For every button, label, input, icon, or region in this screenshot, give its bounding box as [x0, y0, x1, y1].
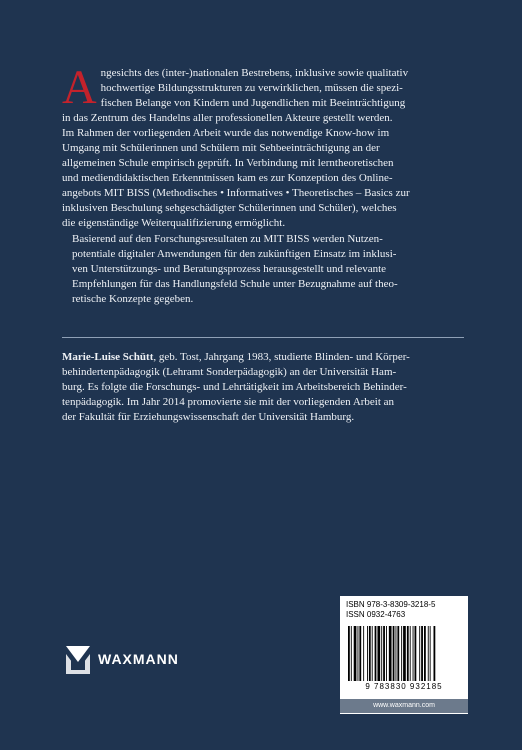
issn-number: ISSN 0932-4763	[346, 610, 406, 619]
publisher-url: www.waxmann.com	[340, 699, 468, 713]
blurb-line: Basierend auf den Forschungsresultaten zu MIT BISS werden Nutzen-	[72, 233, 383, 245]
barcode-block	[340, 596, 468, 714]
blurb-line: inklusiven Beschulung sehgeschädigter Schülerinnen und Schüler), welches	[62, 202, 397, 214]
blurb-line: Umgang mit Schülerinnen und Schülern mit Sehbeeinträchtigung an der	[62, 142, 380, 154]
blurb-line: potentiale digitaler Anwendungen für den zukünftigen Einsatz im inklusi-	[72, 248, 397, 260]
blurb-line: die eigenständige Weiterqualifizierung ermöglicht.	[62, 217, 286, 229]
barcode-bar	[434, 626, 436, 681]
barcode-bar	[396, 626, 397, 681]
author-bio-line: tenpädagogik. Im Jahr 2014 promovierte sie mit der vorliegenden Arbeit an	[62, 396, 395, 408]
barcode-bar	[403, 626, 406, 681]
barcode-bar	[410, 626, 411, 681]
barcode-bar	[383, 626, 385, 681]
barcode-bar	[419, 626, 420, 681]
blurb-line: angebots MIT BISS (Methodisches • Informatives • Theoretisches – Basics zur	[62, 187, 410, 199]
barcode-bar	[430, 626, 431, 681]
barcode-bar	[389, 626, 392, 681]
isbn-number: ISBN 978-3-8309-3218-5	[346, 600, 436, 609]
barcode-bar	[358, 626, 359, 681]
barcode-bar	[359, 626, 361, 681]
barcode-bar	[369, 626, 371, 681]
author-bio-line: der Fakultät für Erziehungswissenschaft der Universität Hamburg.	[62, 411, 355, 423]
blurb-line: Empfehlungen für das Handlungsfeld Schule unter Bezugnahme auf theo-	[72, 278, 398, 290]
barcode-bar	[375, 626, 377, 681]
author-bio-line	[62, 350, 464, 365]
blurb-line: ngesichts des (inter-)nationalen Bestrebens, inklusive sowie qualitativ	[100, 67, 409, 79]
isbn-block	[346, 600, 435, 620]
publisher-logo	[64, 642, 214, 678]
barcode-bar	[413, 626, 414, 681]
blurb-line: Im Rahmen der vorliegenden Arbeit wurde das notwendige Know-how im	[62, 127, 390, 139]
barcode-bar	[393, 626, 395, 681]
blurb-line: fischen Belange von Kindern und Jugendlichen mit Beeinträchtigung	[100, 97, 406, 109]
author-name: Marie-Luise Schütt	[62, 351, 154, 363]
barcode-bar	[348, 626, 350, 681]
barcode-bar	[372, 626, 373, 681]
barcode-digits: 9 783830 932185	[365, 682, 443, 691]
barcode-bar	[363, 626, 364, 681]
waxmann-logo-icon	[64, 642, 92, 678]
blurb-line: allgemeinen Schule empirisch geprüft. In Verbindung mit lerntheoretischen	[62, 157, 394, 169]
barcode-bar	[397, 626, 399, 681]
blurb-line: in das Zentrum des Handelns aller professionellen Akteure gestellt werden.	[62, 112, 393, 124]
barcode-bar	[377, 626, 380, 681]
publisher-name: WAXMANN	[98, 651, 179, 667]
barcode-bar	[407, 626, 409, 681]
author-bio-line: burg. Es folgte die Forschungs- und Lehrtätigkeit im Arbeitsbereich Behinder-	[62, 381, 407, 393]
barcode-bar	[386, 626, 387, 681]
drop-cap: A	[62, 61, 97, 114]
blurb-line: ven Unterstützungs- und Beratungsprozess herausgestellt und relevante	[72, 263, 387, 275]
blurb-paragraph-2	[62, 232, 464, 307]
barcode-bar	[424, 626, 426, 681]
author-bio-line: behindertenpädagogik (Lehramt Sonderpädagogik) an der Universität Ham-	[62, 366, 397, 378]
blurb-line: retische Konzepte gegeben.	[72, 293, 194, 305]
barcode-bar	[354, 626, 357, 681]
barcode-bar	[421, 626, 423, 681]
section-divider	[62, 337, 464, 338]
author-bio-text: , geb. Tost, Jahrgang 1983, studierte Blinden- und Körper-	[153, 351, 410, 363]
barcode-bar	[415, 626, 417, 681]
blurb-paragraph-1	[62, 61, 464, 231]
blurb-line: hochwertige Bildungsstrukturen zu verwirklichen, müssen die spezi-	[100, 82, 403, 94]
barcode-bar	[401, 626, 402, 681]
barcode-bar	[351, 626, 352, 681]
barcode-bar	[367, 626, 368, 681]
author-bio	[62, 350, 464, 425]
ean-barcode	[346, 626, 462, 681]
barcode-bar	[428, 626, 429, 681]
barcode-bar	[381, 626, 382, 681]
blurb-line: und mediendidaktischen Erkenntnissen kam es zur Konzeption des Online-	[62, 172, 393, 184]
